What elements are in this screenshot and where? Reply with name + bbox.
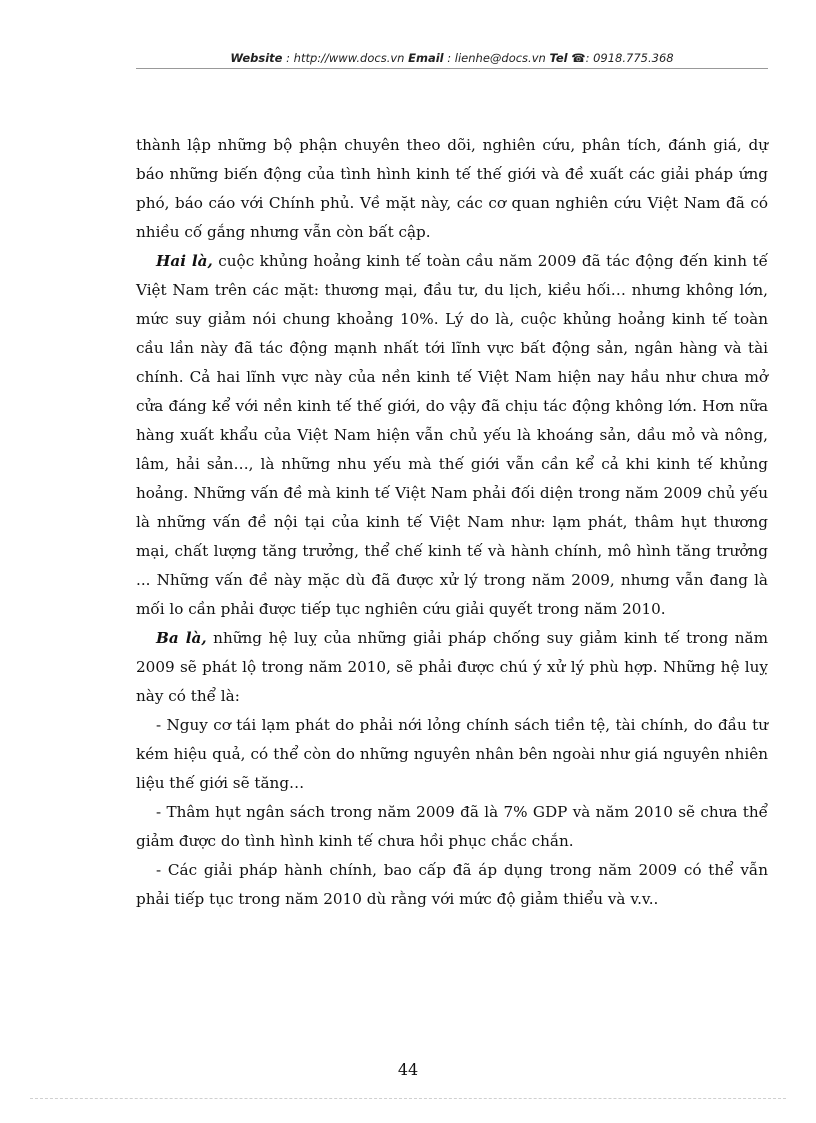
phone-icon: ☎ bbox=[571, 51, 586, 65]
paragraph-text: những hệ luỵ của những giải pháp chống suy giảm kinh tế trong năm 2009 sẽ phát lộ trong năm 2010, sẽ phải được chú ý xử lý phù hợp. Những hệ luỵ này có thể là: bbox=[136, 629, 768, 705]
paragraph-text: thành lập những bộ phận chuyên theo dõi, nghiên cứu, phân tích, đánh giá, dự báo những biến động của tình hình kinh tế thế giới và đề xuất các giải pháp ứng phó, báo cáo với Chính phủ. Về mặt này, các cơ quan nghiên cứu Việt Nam đã có nhiều cố gắng nhưng vẫn còn bất cập. bbox=[136, 136, 768, 241]
list-item-inflation bbox=[136, 711, 768, 798]
email-separator: : bbox=[443, 51, 455, 65]
page-header bbox=[136, 50, 768, 70]
list-item-administrative-measures bbox=[136, 856, 768, 914]
email-label: Email bbox=[408, 51, 444, 65]
tel-number: 0918.775.368 bbox=[593, 51, 674, 65]
paragraph-lead: Ba là, bbox=[156, 629, 207, 647]
email-address: lienhe@docs.vn bbox=[454, 51, 546, 65]
paragraph-lead: Hai là, bbox=[156, 252, 213, 270]
tel-label: Tel bbox=[549, 51, 568, 65]
page-number: 44 bbox=[397, 1060, 419, 1079]
list-item-budget-deficit bbox=[136, 798, 768, 856]
paragraph-continuation bbox=[136, 131, 768, 247]
website-separator: : bbox=[282, 51, 294, 65]
header-divider bbox=[136, 68, 768, 69]
list-item-text: - Các giải pháp hành chính, bao cấp đã áp dụng trong năm 2009 có thể vẫn phải tiếp tục trong năm 2010 dù rằng với mức độ giảm thiểu và v.v.. bbox=[136, 861, 768, 908]
paragraph-text: cuộc khủng hoảng kinh tế toàn cầu năm 2009 đã tác động đến kinh tế Việt Nam trên các mặt: thương mại, đầu tư, du lịch, kiều hối… nhưng không lớn, mức suy giảm nói chung khoảng 10%. Lý do là, cuộc khủng hoảng kinh tế toàn cầu lần này đã tác động mạnh nhất tới lĩnh vực bất động sản, ngân hàng và tài chính. Cả hai lĩnh vực này của nền kinh tế Việt Nam hiện nay hầu như chưa mở cửa đáng kể với nền kinh tế thế giới, do vậy đã chịu tác động không lớn. Hơn nữa hàng xuất khẩu của Việt Nam hiện vẫn chủ yếu là khoáng sản, dầu mỏ và nông, lâm, hải sản…, là những nhu yếu mà thế giới vẫn cần kể cả khi kinh tế khủng hoảng. Những vấn đề mà kinh tế Việt Nam phải đối diện trong năm 2009 chủ yếu là những vấn đề nội tại của kinh tế Việt Nam như: lạm phát, thâm hụt thương mại, chất lượng tăng trưởng, thể chế kinh tế và hành chính, mô hình tăng trưởng ... Những vấn đề này mặc dù đã được xử lý trong năm 2009, nhưng vẫn đang là mối lo cần phải được tiếp tục nghiên cứu giải quyết trong năm 2010. bbox=[136, 252, 768, 618]
tel-separator: : bbox=[585, 51, 594, 65]
list-item-text: - Nguy cơ tái lạm phát do phải nới lỏng chính sách tiền tệ, tài chính, do đầu tư kém hiệu quả, có thể còn do những nguyên nhân bên ngoài như giá nguyên nhiên liệu thế giới sẽ tăng… bbox=[136, 716, 768, 792]
paragraph-ba-la bbox=[136, 624, 768, 711]
body-text bbox=[136, 131, 768, 914]
paragraph-hai-la bbox=[136, 247, 768, 624]
website-url: http://www.docs.vn bbox=[293, 51, 405, 65]
footer-divider bbox=[30, 1098, 786, 1099]
website-label: Website bbox=[230, 51, 283, 65]
list-item-text: - Thâm hụt ngân sách trong năm 2009 đã là 7% GDP và năm 2010 sẽ chưa thể giảm được do tình hình kinh tế chưa hồi phục chắc chắn. bbox=[136, 803, 768, 850]
